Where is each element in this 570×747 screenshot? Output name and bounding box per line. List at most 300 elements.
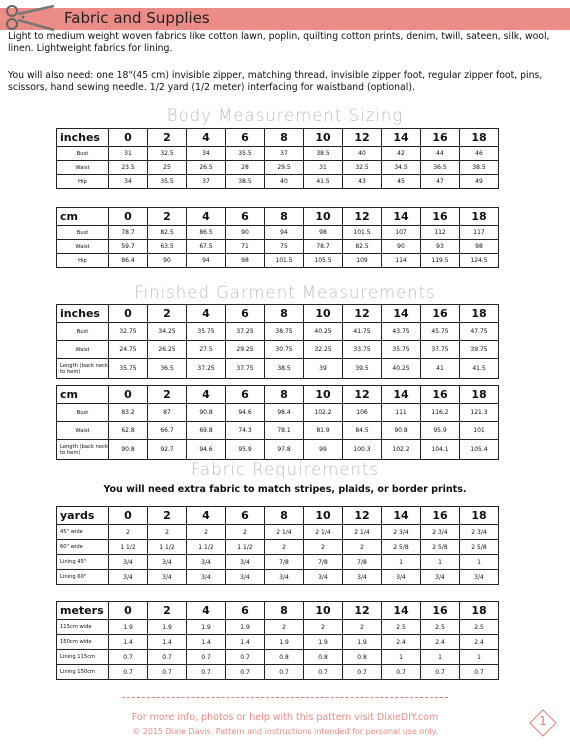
table-cell: 86.5 xyxy=(187,226,226,240)
size-header: 18 xyxy=(460,602,499,620)
size-header: 14 xyxy=(382,602,421,620)
table-row xyxy=(57,570,499,585)
table-cell: 0.7 xyxy=(109,665,148,680)
size-header: 14 xyxy=(382,305,421,323)
table-cell: 94.6 xyxy=(226,404,265,422)
table-header-row xyxy=(57,507,499,525)
size-header: 12 xyxy=(343,602,382,620)
table-cell: 78.7 xyxy=(109,226,148,240)
table-cell: 3/4 xyxy=(148,570,187,585)
row-label: Bust xyxy=(57,226,109,240)
size-header: 8 xyxy=(265,208,304,226)
table-cell: 111 xyxy=(382,404,421,422)
size-header: 4 xyxy=(187,305,226,323)
table-cell: 32.5 xyxy=(343,161,382,175)
size-header: 2 xyxy=(148,507,187,525)
fabric-table-yards xyxy=(56,506,499,585)
table-cell: 38.5 xyxy=(460,161,499,175)
size-header: 4 xyxy=(187,129,226,147)
size-header: 10 xyxy=(304,208,343,226)
table-cell: 3/4 xyxy=(460,570,499,585)
table-cell: 1.4 xyxy=(187,635,226,650)
table-header-row xyxy=(57,208,499,226)
table-cell: 2 xyxy=(187,525,226,540)
row-label: Bust xyxy=(57,404,109,422)
table-cell: 90 xyxy=(382,240,421,254)
table-cell: 44 xyxy=(421,147,460,161)
table-cell: 90 xyxy=(226,226,265,240)
table-row xyxy=(57,404,499,422)
table-cell: 0.7 xyxy=(265,665,304,680)
footer-copyright: © 2015 Dixie Davis. Pattern and instructions intended for personal use only. xyxy=(132,727,438,736)
table-cell: 71 xyxy=(226,240,265,254)
table-cell: 2 5/8 xyxy=(460,540,499,555)
size-header: 8 xyxy=(265,129,304,147)
row-label: Waist xyxy=(57,422,109,440)
table-row xyxy=(57,323,499,341)
table-cell: 2 xyxy=(265,540,304,555)
size-header: 0 xyxy=(109,305,148,323)
table-header-row xyxy=(57,386,499,404)
table-cell: 101.5 xyxy=(265,254,304,268)
table-cell: 0.7 xyxy=(148,665,187,680)
size-header: 12 xyxy=(343,208,382,226)
table-cell: 0.8 xyxy=(265,650,304,665)
table-cell: 1.4 xyxy=(226,635,265,650)
table-cell: 7/8 xyxy=(304,555,343,570)
size-header: 4 xyxy=(187,602,226,620)
table-cell: 1 xyxy=(421,650,460,665)
table-cell: 62.8 xyxy=(109,422,148,440)
size-header: 4 xyxy=(187,208,226,226)
size-header: 18 xyxy=(460,129,499,147)
table-cell: 94 xyxy=(265,226,304,240)
size-header: 0 xyxy=(109,129,148,147)
size-header: 14 xyxy=(382,386,421,404)
size-header: 16 xyxy=(421,507,460,525)
size-header: 10 xyxy=(304,305,343,323)
table-cell: 2 xyxy=(304,540,343,555)
table-cell: 0.7 xyxy=(226,650,265,665)
table-cell: 104.1 xyxy=(421,440,460,460)
size-header: 6 xyxy=(226,386,265,404)
unit-header: inches xyxy=(57,305,109,323)
table-cell: 32.25 xyxy=(304,341,343,359)
size-header: 10 xyxy=(304,507,343,525)
table-cell: 86.4 xyxy=(109,254,148,268)
table-row xyxy=(57,440,499,460)
row-label: Length (back neck to hem) xyxy=(57,440,109,460)
table-cell: 3/4 xyxy=(148,555,187,570)
page-number: 1 xyxy=(539,714,547,728)
supplies-description: You will also need: one 18"(45 cm) invisible zipper, matching thread, invisible zipper foot, regular zipper foot, pins, scissors, hand sewing needle. 1/2 yard (1/2 meter) interfacing for waistband (optional). xyxy=(8,70,543,94)
table-cell: 40 xyxy=(265,175,304,189)
unit-header: yards xyxy=(57,507,109,525)
size-header: 18 xyxy=(460,305,499,323)
row-label: Waist xyxy=(57,341,109,359)
table-cell: 0.7 xyxy=(187,650,226,665)
table-cell: 0.8 xyxy=(304,650,343,665)
table-cell: 45 xyxy=(382,175,421,189)
table-row xyxy=(57,161,499,175)
table-cell: 30.75 xyxy=(265,341,304,359)
table-cell: 26.5 xyxy=(187,161,226,175)
size-header: 14 xyxy=(382,507,421,525)
table-header-row xyxy=(57,305,499,323)
table-cell: 2.4 xyxy=(382,635,421,650)
table-cell: 24.75 xyxy=(109,341,148,359)
section-title-fabric: Fabric Requirements xyxy=(191,460,379,479)
table-cell: 25 xyxy=(148,161,187,175)
table-cell: 2 5/8 xyxy=(382,540,421,555)
fabric-description: Light to medium weight woven fabrics like cotton lawn, poplin, quilting cotton prints, denim, twill, sateen, silk, wool, linen. Lightweight fabrics for lining. xyxy=(8,31,550,55)
table-cell: 31 xyxy=(109,147,148,161)
table-cell: 40.25 xyxy=(382,359,421,379)
table-row xyxy=(57,555,499,570)
table-cell: 1.4 xyxy=(109,635,148,650)
table-cell: 3/4 xyxy=(226,555,265,570)
table-cell: 1 1/2 xyxy=(109,540,148,555)
table-cell: 1.9 xyxy=(226,620,265,635)
table-cell: 37.25 xyxy=(226,323,265,341)
table-cell: 0.7 xyxy=(226,665,265,680)
table-cell: 98 xyxy=(226,254,265,268)
table-cell: 46 xyxy=(460,147,499,161)
row-label: Lining 45" xyxy=(57,555,109,570)
table-row xyxy=(57,650,499,665)
size-header: 10 xyxy=(304,129,343,147)
table-row xyxy=(57,175,499,189)
size-header: 0 xyxy=(109,386,148,404)
table-cell: 3/4 xyxy=(109,570,148,585)
table-cell: 1 xyxy=(382,555,421,570)
row-label: Hip xyxy=(57,175,109,189)
table-cell: 2 xyxy=(343,540,382,555)
table-row xyxy=(57,240,499,254)
table-cell: 40 xyxy=(343,147,382,161)
size-header: 6 xyxy=(226,129,265,147)
table-cell: 2 xyxy=(265,620,304,635)
table-cell: 119.5 xyxy=(421,254,460,268)
table-cell: 38.5 xyxy=(226,175,265,189)
table-row xyxy=(57,540,499,555)
size-header: 6 xyxy=(226,208,265,226)
table-cell: 78.7 xyxy=(304,240,343,254)
table-cell: 1.9 xyxy=(187,620,226,635)
size-header: 10 xyxy=(304,602,343,620)
table-cell: 42 xyxy=(382,147,421,161)
table-cell: 95.9 xyxy=(421,422,460,440)
table-cell: 1 1/2 xyxy=(187,540,226,555)
table-cell: 94 xyxy=(187,254,226,268)
table-cell: 26.25 xyxy=(148,341,187,359)
table-cell: 0.7 xyxy=(421,665,460,680)
unit-header: meters xyxy=(57,602,109,620)
table-cell: 107 xyxy=(382,226,421,240)
table-cell: 3/4 xyxy=(109,555,148,570)
row-label: Waist xyxy=(57,240,109,254)
table-cell: 59.7 xyxy=(109,240,148,254)
unit-header: cm xyxy=(57,386,109,404)
table-row xyxy=(57,620,499,635)
table-cell: 121.3 xyxy=(460,404,499,422)
size-header: 14 xyxy=(382,129,421,147)
size-header: 16 xyxy=(421,305,460,323)
table-cell: 1 1/2 xyxy=(148,540,187,555)
size-header: 12 xyxy=(343,507,382,525)
table-cell: 112 xyxy=(421,226,460,240)
table-cell: 1 1/2 xyxy=(226,540,265,555)
table-cell: 35.75 xyxy=(382,341,421,359)
fabric-table-meters xyxy=(56,601,499,680)
table-header-row xyxy=(57,602,499,620)
table-cell: 2 3/4 xyxy=(382,525,421,540)
garment-size-table-inches xyxy=(56,304,499,379)
table-cell: 37 xyxy=(187,175,226,189)
table-cell: 38.5 xyxy=(265,359,304,379)
table-cell: 1.4 xyxy=(148,635,187,650)
table-cell: 39 xyxy=(304,359,343,379)
table-cell: 47.75 xyxy=(460,323,499,341)
table-cell: 105.5 xyxy=(304,254,343,268)
garment-size-table-cm xyxy=(56,385,499,460)
table-cell: 41.5 xyxy=(460,359,499,379)
table-cell: 101 xyxy=(460,422,499,440)
table-cell: 100.3 xyxy=(343,440,382,460)
unit-header: cm xyxy=(57,208,109,226)
size-header: 18 xyxy=(460,386,499,404)
table-cell: 93 xyxy=(421,240,460,254)
size-header: 12 xyxy=(343,386,382,404)
table-cell: 1.9 xyxy=(343,635,382,650)
table-cell: 32.75 xyxy=(109,323,148,341)
table-cell: 63.5 xyxy=(148,240,187,254)
table-cell: 2 xyxy=(343,620,382,635)
row-label: 150cm wide xyxy=(57,635,109,650)
table-cell: 106 xyxy=(343,404,382,422)
table-cell: 87 xyxy=(148,404,187,422)
table-cell: 2 3/4 xyxy=(421,525,460,540)
fabric-note: You will need extra fabric to match stripes, plaids, or border prints. xyxy=(103,484,467,495)
table-cell: 47 xyxy=(421,175,460,189)
size-header: 10 xyxy=(304,386,343,404)
table-row xyxy=(57,147,499,161)
table-cell: 114 xyxy=(382,254,421,268)
row-label: Length (back neck to hem) xyxy=(57,359,109,379)
table-cell: 37.75 xyxy=(421,341,460,359)
size-header: 8 xyxy=(265,386,304,404)
table-cell: 94.6 xyxy=(187,440,226,460)
table-cell: 92.7 xyxy=(148,440,187,460)
table-cell: 36.5 xyxy=(421,161,460,175)
table-cell: 38.75 xyxy=(265,323,304,341)
table-cell: 27.5 xyxy=(187,341,226,359)
table-cell: 0.7 xyxy=(382,665,421,680)
table-cell: 40.25 xyxy=(304,323,343,341)
table-cell: 83.2 xyxy=(109,404,148,422)
section-title-body: Body Measurement Sizing xyxy=(166,106,404,125)
size-header: 2 xyxy=(148,602,187,620)
table-cell: 117 xyxy=(460,226,499,240)
row-label: Lining 60" xyxy=(57,570,109,585)
size-header: 18 xyxy=(460,507,499,525)
size-header: 8 xyxy=(265,507,304,525)
size-header: 14 xyxy=(382,208,421,226)
footer-divider xyxy=(122,697,448,698)
size-header: 4 xyxy=(187,507,226,525)
table-cell: 90.8 xyxy=(109,440,148,460)
table-cell: 0.8 xyxy=(343,650,382,665)
table-cell: 2.4 xyxy=(460,635,499,650)
table-cell: 37.75 xyxy=(226,359,265,379)
table-cell: 67.5 xyxy=(187,240,226,254)
table-cell: 3/4 xyxy=(187,555,226,570)
table-cell: 84.5 xyxy=(343,422,382,440)
table-cell: 3/4 xyxy=(226,570,265,585)
table-cell: 3/4 xyxy=(265,570,304,585)
table-cell: 82.5 xyxy=(343,240,382,254)
size-header: 16 xyxy=(421,208,460,226)
table-cell: 1.9 xyxy=(109,620,148,635)
table-cell: 34 xyxy=(109,175,148,189)
size-header: 18 xyxy=(460,208,499,226)
table-cell: 75 xyxy=(265,240,304,254)
table-cell: 38.5 xyxy=(304,147,343,161)
table-cell: 2 1/4 xyxy=(265,525,304,540)
table-cell: 7/8 xyxy=(265,555,304,570)
table-cell: 99 xyxy=(304,440,343,460)
table-cell: 0.7 xyxy=(148,650,187,665)
table-cell: 2 xyxy=(304,620,343,635)
row-label: Bust xyxy=(57,147,109,161)
table-cell: 41.75 xyxy=(343,323,382,341)
table-cell: 102.2 xyxy=(382,440,421,460)
table-cell: 39.75 xyxy=(460,341,499,359)
scissors-icon xyxy=(4,4,58,34)
table-header-row xyxy=(57,129,499,147)
section-title-garment: Finished Garment Measurements xyxy=(134,283,436,302)
table-cell: 2 3/4 xyxy=(460,525,499,540)
page-title: Fabric and Supplies xyxy=(64,9,210,27)
table-cell: 2.5 xyxy=(421,620,460,635)
table-cell: 41.5 xyxy=(304,175,343,189)
table-cell: 66.7 xyxy=(148,422,187,440)
body-size-table-cm xyxy=(56,207,499,268)
table-cell: 101.5 xyxy=(343,226,382,240)
table-cell: 78.1 xyxy=(265,422,304,440)
table-cell: 37 xyxy=(265,147,304,161)
table-cell: 1 xyxy=(460,555,499,570)
table-cell: 0.7 xyxy=(304,665,343,680)
table-cell: 2 1/4 xyxy=(304,525,343,540)
size-header: 16 xyxy=(421,129,460,147)
header-bar xyxy=(0,8,570,30)
table-row xyxy=(57,341,499,359)
table-cell: 35.5 xyxy=(148,175,187,189)
table-cell: 1 xyxy=(421,555,460,570)
table-cell: 49 xyxy=(460,175,499,189)
table-cell: 116.2 xyxy=(421,404,460,422)
size-header: 12 xyxy=(343,129,382,147)
table-cell: 34 xyxy=(187,147,226,161)
table-cell: 35.5 xyxy=(226,147,265,161)
table-cell: 34.25 xyxy=(148,323,187,341)
table-cell: 23.5 xyxy=(109,161,148,175)
table-cell: 29.5 xyxy=(265,161,304,175)
table-cell: 7/8 xyxy=(343,555,382,570)
table-cell: 3/4 xyxy=(187,570,226,585)
table-cell: 1.9 xyxy=(148,620,187,635)
table-cell: 3/4 xyxy=(382,570,421,585)
size-header: 6 xyxy=(226,305,265,323)
table-row xyxy=(57,665,499,680)
table-cell: 45.75 xyxy=(421,323,460,341)
unit-header: inches xyxy=(57,129,109,147)
table-cell: 2.5 xyxy=(382,620,421,635)
size-header: 2 xyxy=(148,208,187,226)
table-row xyxy=(57,525,499,540)
table-cell: 35.75 xyxy=(109,359,148,379)
size-header: 8 xyxy=(265,602,304,620)
size-header: 2 xyxy=(148,386,187,404)
table-cell: 2 1/4 xyxy=(343,525,382,540)
row-label: 115cm wide xyxy=(57,620,109,635)
table-cell: 3/4 xyxy=(343,570,382,585)
table-cell: 90.8 xyxy=(187,404,226,422)
table-cell: 98 xyxy=(304,226,343,240)
size-header: 16 xyxy=(421,602,460,620)
size-header: 0 xyxy=(109,208,148,226)
table-cell: 35.75 xyxy=(187,323,226,341)
table-cell: 97.8 xyxy=(265,440,304,460)
table-cell: 3/4 xyxy=(421,570,460,585)
table-cell: 33.75 xyxy=(343,341,382,359)
table-cell: 102.2 xyxy=(304,404,343,422)
table-cell: 0.7 xyxy=(343,665,382,680)
row-label: Bust xyxy=(57,323,109,341)
size-header: 4 xyxy=(187,386,226,404)
table-row xyxy=(57,635,499,650)
size-header: 0 xyxy=(109,507,148,525)
table-cell: 43.75 xyxy=(382,323,421,341)
table-cell: 28 xyxy=(226,161,265,175)
size-header: 2 xyxy=(148,129,187,147)
table-cell: 95.9 xyxy=(226,440,265,460)
size-header: 8 xyxy=(265,305,304,323)
table-cell: 2.5 xyxy=(460,620,499,635)
body-size-table-inches xyxy=(56,128,499,189)
table-cell: 0.7 xyxy=(187,665,226,680)
table-cell: 105.4 xyxy=(460,440,499,460)
size-header: 2 xyxy=(148,305,187,323)
table-cell: 98 xyxy=(460,240,499,254)
table-row xyxy=(57,226,499,240)
row-label: Lining 115cm xyxy=(57,650,109,665)
row-label: 60" wide xyxy=(57,540,109,555)
table-row xyxy=(57,254,499,268)
table-cell: 1 xyxy=(460,650,499,665)
size-header: 6 xyxy=(226,507,265,525)
table-cell: 90 xyxy=(148,254,187,268)
table-cell: 31 xyxy=(304,161,343,175)
table-cell: 3/4 xyxy=(304,570,343,585)
size-header: 0 xyxy=(109,602,148,620)
table-cell: 29.25 xyxy=(226,341,265,359)
table-row xyxy=(57,359,499,379)
table-cell: 2.4 xyxy=(421,635,460,650)
table-cell: 90.8 xyxy=(382,422,421,440)
table-cell: 43 xyxy=(343,175,382,189)
